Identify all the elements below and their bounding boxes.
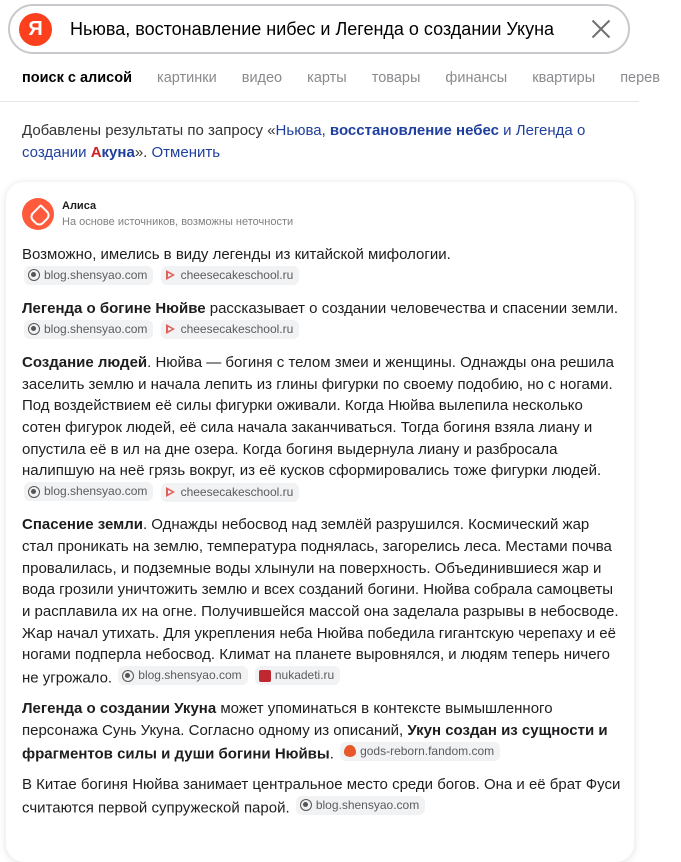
- spelling-correction-notice: Добавлены результаты по запросу «Ньюва, восстановление небес и Легенда о создании Акуна». Отменить: [22, 122, 586, 161]
- corrected-query-link[interactable]: Ньюва, восстановление небес и Легенда о создании Акуна: [22, 122, 586, 161]
- clear-search-button[interactable]: [588, 16, 614, 42]
- play-icon: [165, 324, 176, 335]
- answer-paragraph: Возможно, имелись в виду легенды из китайской мифологии. blog.shensyao.com cheesecakeschool.ru: [22, 244, 622, 289]
- search-bar: [8, 4, 630, 54]
- fandom-flame-icon: [344, 745, 356, 757]
- globe-icon: [28, 323, 40, 335]
- alice-disclaimer: На основе источников, возможны неточности: [62, 216, 294, 228]
- source-chip-shensyao[interactable]: blog.shensyao.com: [296, 796, 425, 815]
- source-chip-shensyao[interactable]: blog.shensyao.com: [24, 320, 153, 339]
- source-chip-fandom[interactable]: gods-reborn.fandom.com: [340, 742, 500, 761]
- tab-products[interactable]: товары: [371, 70, 421, 86]
- source-chip-cheesecake[interactable]: cheesecakeschool.ru: [161, 483, 300, 502]
- globe-icon: [28, 269, 40, 281]
- play-icon: [165, 487, 176, 498]
- tab-finance[interactable]: финансы: [445, 70, 508, 86]
- source-chip-cheesecake[interactable]: cheesecakeschool.ru: [161, 320, 300, 339]
- tab-translate[interactable]: перев: [620, 70, 660, 86]
- globe-icon: [28, 486, 40, 498]
- globe-icon: [300, 799, 312, 811]
- answer-paragraph: Легенда о создании Укуна может упоминаться в контексте вымышленного персонажа Сунь Укуна. Согласно одному из описаний, Укун создан из сущности и фрагментов силы и души богини Нюйвы. gods-reborn.fandom.com: [22, 700, 608, 763]
- book-icon: [259, 670, 271, 682]
- tab-video[interactable]: видео: [241, 70, 283, 86]
- answer-paragraph: Легенда о богине Нюйве рассказывает о создании человечества и спасении земли. blog.shensyao.com cheesecakeschool.ru: [22, 298, 622, 343]
- source-chip-shensyao[interactable]: blog.shensyao.com: [24, 266, 153, 285]
- yandex-logo[interactable]: Я: [19, 13, 52, 46]
- search-tabs: [22, 70, 660, 90]
- tab-maps[interactable]: карты: [307, 70, 347, 86]
- answer-paragraph: Создание людей. Нюйва — богиня с телом змеи и женщины. Однажды она решила заселить землю и начала лепить из глины фигурки по своему подобию, но с ногами. Под воздействием её силы фигурки оживали. Когда Нюйва вылепила несколько сотен фигурок людей, её сила начала заканчиваться. Тогда богиня взяла лиану и опустила её в ил на дне озера. Когда богиня выдернула лиану и разбросала налипшую на неё грязь вокруг, из её кусков сформировались тоже фигурки людей. blog.shensyao.com cheesecakeschool.ru: [22, 352, 622, 505]
- tab-alice-search[interactable]: поиск с алисой: [22, 70, 132, 86]
- tab-apartments[interactable]: квартиры: [532, 70, 596, 86]
- source-chip-nukadeti[interactable]: nukadeti.ru: [255, 666, 340, 685]
- play-icon: [165, 270, 176, 281]
- tabs-divider: [0, 101, 639, 102]
- alice-name: Алиса: [62, 200, 97, 212]
- search-input[interactable]: [70, 14, 588, 44]
- tab-images[interactable]: картинки: [157, 70, 217, 86]
- alice-header: [22, 198, 293, 230]
- answer-text: [22, 244, 622, 828]
- answer-paragraph: Спасение земли. Однажды небосвод над землёй разрушился. Космический жар стал проникать на землю, температура поднялась, загорелись леса. Местами почва провалилась, и подземные воды хлынули на поверхность. Объединившиеся жар и вода грозили уничтожить землю и всех созданий богини. Нюйва собрала самоцветы и расплавила их на огне. Получившейся массой она заделала разрывы в небосводе. Жар начал утихать. Для укрепления неба Нюйва победила гигантскую черепаху и её ногами подперла небосвод. Климат на планете выровнялся, и людям теперь ничего не угрожало. blog.shensyao.com nukadeti.ru: [22, 516, 619, 687]
- source-chip-shensyao[interactable]: blog.shensyao.com: [24, 482, 153, 501]
- source-chip-cheesecake[interactable]: cheesecakeschool.ru: [161, 266, 300, 285]
- globe-icon: [122, 670, 134, 682]
- source-chip-shensyao[interactable]: blog.shensyao.com: [118, 666, 247, 685]
- cancel-correction-link[interactable]: Отменить: [151, 144, 221, 161]
- alice-answer-card: [6, 182, 634, 862]
- answer-paragraph: В Китае богиня Нюйва занимает центральное место среди богов. Она и её брат Фуси считаются первой супружеской парой. blog.shensyao.com: [22, 775, 621, 817]
- alice-logo-icon: [22, 198, 54, 230]
